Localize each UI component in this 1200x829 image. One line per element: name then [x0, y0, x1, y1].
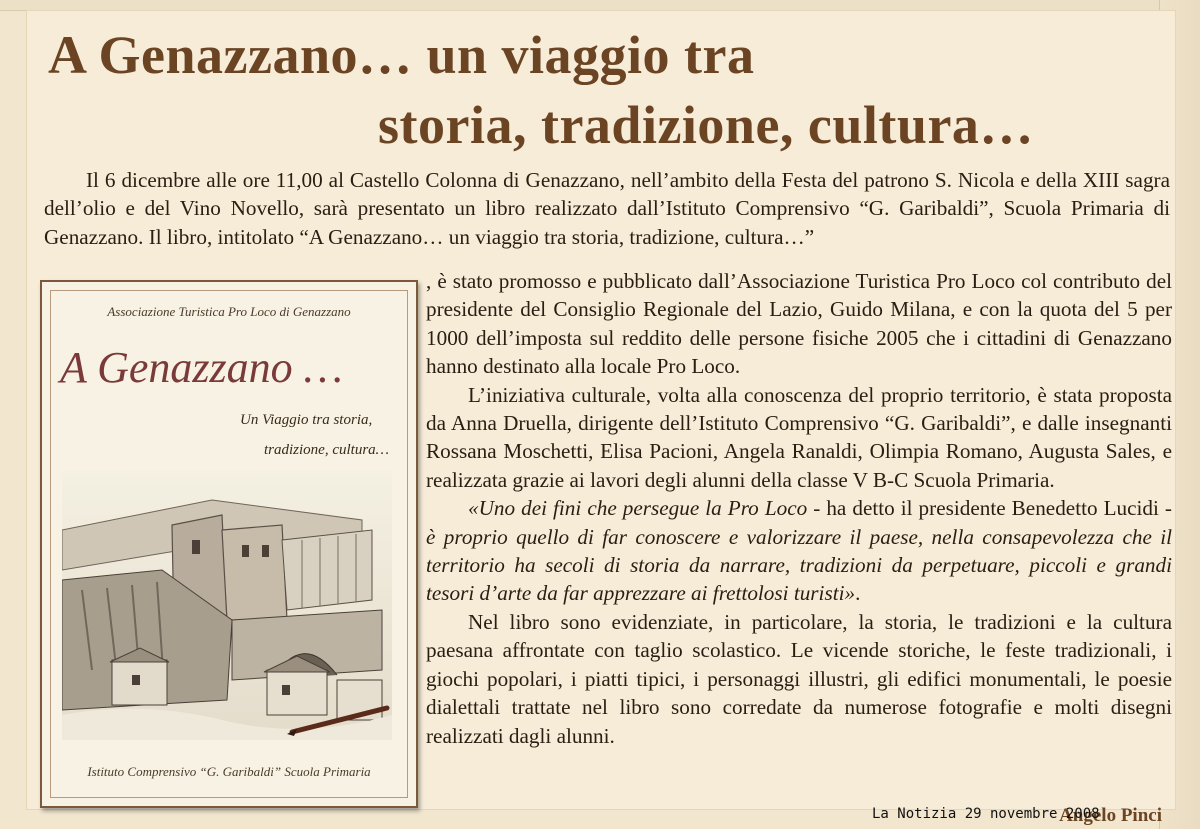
- castle-drawing-icon: [62, 470, 392, 740]
- paragraph-3-quote: [426, 494, 1172, 608]
- author-signature: Angelo Pinci: [1059, 805, 1162, 826]
- source-caption: La Notizia 29 novembre 2008: [872, 806, 1100, 822]
- paragraph-1: , è stato promosso e pubblicato dall’Associazione Turistica Pro Loco col contributo del presidente del Consiglio Regionale del Lazio, Guido Milana, e con la quota del 5 per 1000 dell’imposta sul reddito delle persone fisiche 2005 che i cittadini di Genazzano hanno destinato alla locale Pro Loco.: [426, 269, 1172, 379]
- cover-subtitle-2: tradizione, cultura…: [264, 442, 390, 458]
- quote-part-1: «Uno dei fini che persegue la Pro Loco: [468, 496, 808, 521]
- text-column: [426, 267, 1172, 750]
- quote-part-2: è proprio quello di far conoscere e valorizzare il paese, nella consapevolezza che il territorio ha secoli di storia da narrare, tradizioni da perpetuare, piccoli e grandi tesori d’arte da far apprezzare ai frettolosi turisti»: [426, 524, 1172, 606]
- cover-title: A Genazzano …: [60, 343, 343, 392]
- cover-subtitle-1: Un Viaggio tra storia,: [240, 412, 373, 428]
- cover-school: Istituto Comprensivo “G. Garibaldi” Scuola Primaria: [87, 764, 371, 779]
- book-cover-image: [40, 280, 418, 808]
- paragraph-4: Nel libro sono evidenziate, in particolare, la storia, le tradizioni e la cultura paesana affrontate con taglio scolastico. Le vicende storiche, le feste tradizionali, i giochi popolari, i piatti tipici, i personaggi illustri, gli edifici monumentali, le poesie dialettali trattate nel libro sono corredate da numerose fotografie e molti disegni realizzati dagli alunni.: [426, 609, 1172, 748]
- headline-line-2: storia, tradizione, cultura…: [378, 95, 1034, 155]
- cover-publisher: Associazione Turistica Pro Loco di Genazzano: [107, 304, 351, 319]
- headline-line-1: A Genazzano… un viaggio tra: [48, 25, 755, 85]
- quote-attribution: - ha detto il presidente Benedetto Lucidi -: [807, 496, 1172, 521]
- quote-end: .: [855, 581, 861, 606]
- intro-paragraph: Il 6 dicembre alle ore 11,00 al Castello Colonna di Genazzano, nell’ambito della Festa del patrono S. Nicola e della XIII sagra dell’olio e del Vino Novello, sarà presentato un libro realizzato dall’Istituto Comprensivo “G. Garibaldi”, Scuola Primaria di Genazzano. Il libro, intitolato “A Genazzano… un viaggio tra storia, tradizione, cultura…”: [44, 168, 1170, 249]
- paragraph-2: L’iniziativa culturale, volta alla conoscenza del proprio territorio, è stata proposta da Anna Druella, dirigente dell’Istituto Comprensivo “G. Garibaldi”, e dalle insegnanti Rossana Moschetti, Elisa Pacioni, Angela Ranaldi, Olimpia Romano, Augusta Sales, e realizzata grazie ai lavori degli alunni della classe V B-C Scuola Primaria.: [426, 382, 1172, 492]
